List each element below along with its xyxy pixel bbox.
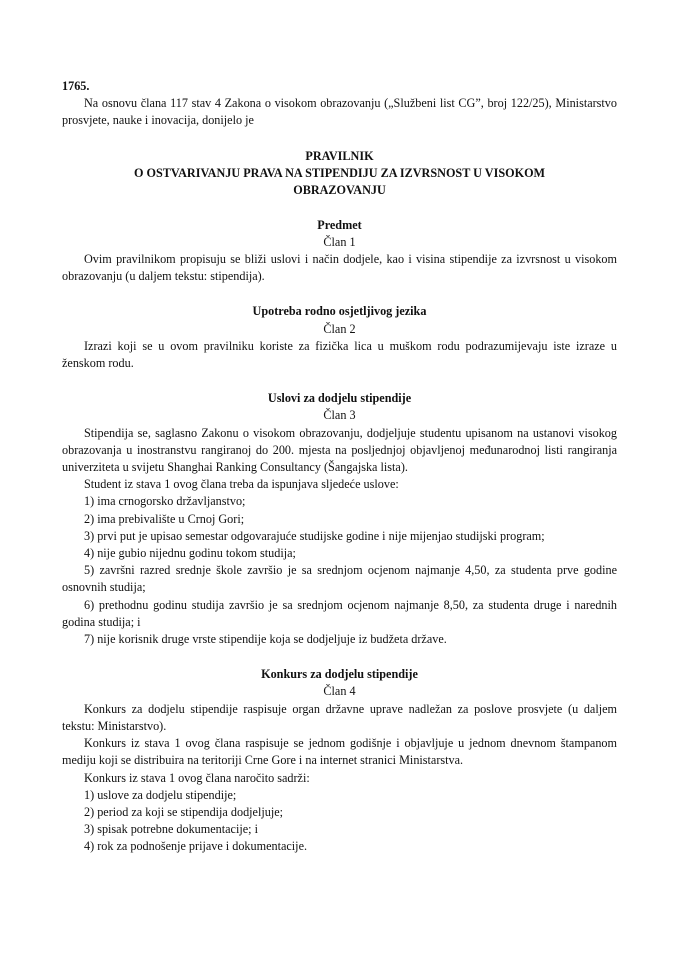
- document-number: 1765.: [62, 79, 90, 93]
- title-line-2: O OSTVARIVANJU PRAVA NA STIPENDIJU ZA IZVRSNOST U VISOKOM: [133, 165, 546, 180]
- list-item: 5) završni razred srednje škole završio je sa srednjom ocjenom najmanje 4,50, za studenta prve godine osnovnih studija;: [62, 563, 617, 595]
- list-item: 7) nije korisnik druge vrste stipendije koja se dodjeljuje iz budžeta države.: [84, 632, 447, 647]
- list-item: 1) ima crnogorsko državljanstvo;: [84, 494, 246, 509]
- article-label: Član 3: [323, 408, 356, 423]
- section-predmet: [62, 217, 617, 286]
- list-item: 2) ima prebivalište u Crnoj Gori;: [84, 511, 245, 526]
- title-line-1: PRAVILNIK: [305, 148, 374, 163]
- document-page: [62, 78, 617, 856]
- paragraph: Ovim pravilnikom propisuju se bliži uslovi i način dodjele, kao i visina stipendije za izvrsnost u visokom obrazovanju (u daljem tekstu: stipendija).: [62, 252, 617, 284]
- paragraph: Konkurs za dodjelu stipendije raspisuje organ državne uprave nadležan za poslove prosvjete (u daljem tekstu: Ministarstvo).: [62, 701, 617, 733]
- paragraph: Konkurs iz stava 1 ovog člana raspisuje se jednom godišnje i objavljuje u jednom dnevnom štampanom mediju koji se distribuira na teritoriji Crne Gore i na internet stranici Ministarstva.: [62, 736, 617, 768]
- title-line-3: OBRAZOVANJU: [293, 182, 386, 197]
- intro-paragraph: Na osnovu člana 117 stav 4 Zakona o visokom obrazovanju („Službeni list CG”, broj 122/25), Ministarstvo prosvjete, nauke i inovacija, donijelo je: [62, 96, 617, 128]
- document-title: [62, 148, 617, 199]
- paragraph: Student iz stava 1 ovog člana treba da ispunjava sljedeće uslove:: [84, 477, 399, 492]
- paragraph: Izrazi koji se u ovom pravilniku koriste za fizička lica u muškom rodu podrazumijevaju iste izraze u ženskom rodu.: [62, 338, 617, 371]
- list-item: 3) spisak potrebne dokumentacije; i: [84, 822, 258, 837]
- section-heading: Uslovi za dodjelu stipendije: [267, 391, 412, 406]
- section-konkurs: [62, 666, 617, 855]
- list-item: 1) uslove za dodjelu stipendije;: [84, 787, 237, 802]
- section-heading: Konkurs za dodjelu stipendije: [261, 667, 418, 682]
- article-label: Član 1: [323, 234, 356, 249]
- list-item: 4) nije gubio nijednu godinu tokom studija;: [84, 546, 296, 561]
- list-item: 4) rok za podnošenje prijave i dokumentacije.: [84, 839, 308, 854]
- section-uslovi: [62, 390, 617, 648]
- paragraph: Stipendija se, saglasno Zakonu o visokom obrazovanju, dodjeljuje studentu upisanom na ustanovi visokog obrazovanja u inostranstvu rangiranoj do 200. mjesta na posljednjoj objavljenoj međunarodnoj listi rangiranja univerziteta u svijetu Shanghai Ranking Consultancy (Šangajska lista).: [62, 425, 617, 475]
- article-label: Član 4: [323, 684, 356, 699]
- paragraph: Konkurs iz stava 1 ovog člana naročito sadrži:: [84, 770, 310, 785]
- list-item: 2) period za koji se stipendija dodjeljuje;: [84, 804, 284, 819]
- list-item: 3) prvi put je upisao semestar odgovarajuće studijske godine i nije mijenjao studijski program;: [84, 528, 545, 543]
- section-heading: Predmet: [317, 217, 362, 232]
- list-item: 6) prethodnu godinu studija završio je sa srednjom ocjenom najmanje 8,50, za studenta druge i narednih godina studija; i: [62, 597, 617, 629]
- article-label: Član 2: [323, 321, 356, 336]
- section-rodno-osjetljiv-jezik: [62, 303, 617, 372]
- section-heading: Upotreba rodno osjetljivog jezika: [252, 304, 427, 319]
